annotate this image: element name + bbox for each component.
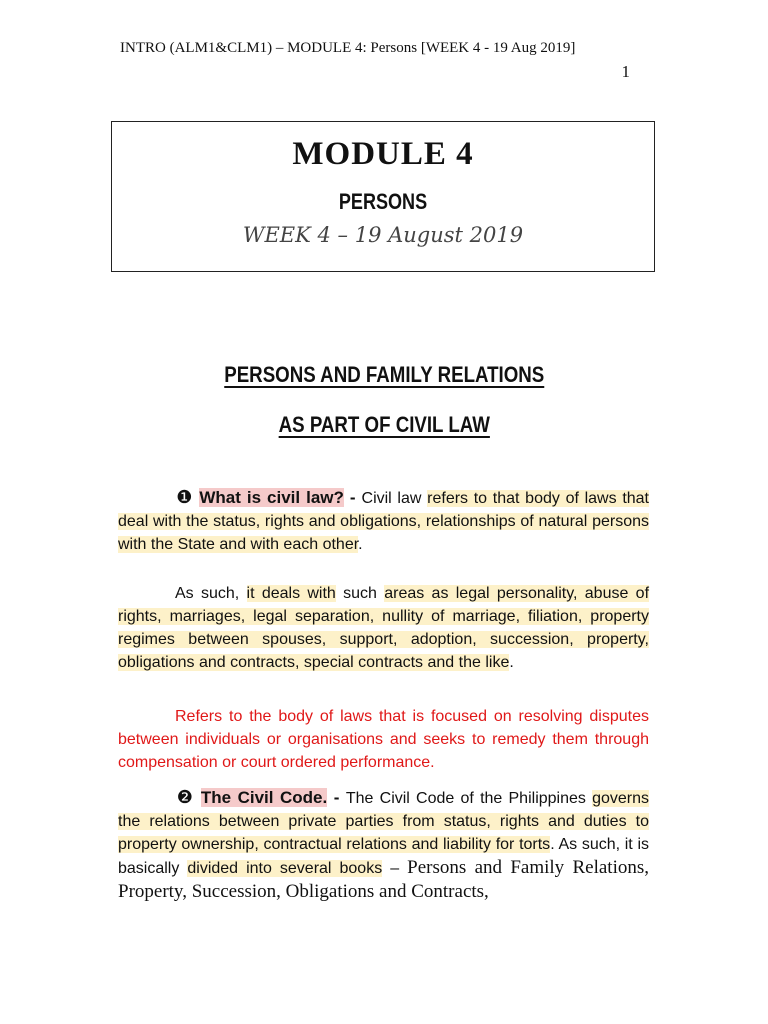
question-civil-law: What is civil law?	[199, 488, 344, 507]
paragraph-areas: As such, it deals with such areas as legal personality, abuse of rights, marriages, legal separation, nullity of marriage, filiation, property regimes between spouses, support, adoption, succession, property, obligations and contracts, special contracts and the like.	[118, 585, 650, 671]
highlighted-areas: areas as legal personality, abuse of rights, marriages, legal separation, nullity of marriage, filiation, property regimes between spouses, support, adoption, succession, property, obligations and contracts, special contracts and the like	[118, 585, 650, 671]
question-civil-code: The Civil Code.	[200, 788, 328, 807]
section-heading-line1: PERSONS AND FAMILY RELATIONS	[223, 362, 545, 387]
running-header	[120, 38, 640, 58]
paragraph-civil-code: ❷ The Civil Code. - The Civil Code of the Philippines governs the relations between private parties from status, rights and duties to property ownership, contractual relations and liability for torts. As such, it is basically divided into several books – Persons and Family Relations, Property, Succession, Obligations and Contracts,	[118, 787, 650, 902]
section-heading-line2: AS PART OF CIVIL LAW	[278, 412, 490, 437]
highlighted-governs: governs the relations between private parties from status, rights and duties to property ownership, contractual relations and liability for torts	[118, 790, 650, 853]
red-note: Refers to the body of laws that is focused on resolving disputes between individuals or organisations and seeks to remedy them through compensation or court ordered performance.	[118, 708, 649, 771]
title-box	[111, 121, 655, 272]
highlighted-definition: refers to that body of laws that deal with the status, rights and obligations, relationships of natural persons with the State and with each other	[118, 490, 649, 553]
numbered-bullet-2: ❷	[175, 787, 195, 807]
module-topic: PERSONS	[338, 189, 428, 214]
numbered-bullet-1: ❶	[175, 487, 194, 507]
highlighted-books: divided into several books	[187, 860, 383, 877]
module-date: WEEK 4 – 19 August 2019	[242, 223, 524, 247]
running-title: INTRO (ALM1&CLM1) – MODULE 4: Persons [WEEK 4 - 19 Aug 2019]	[120, 40, 576, 56]
page-number: 1	[621, 62, 630, 81]
paragraph-civil-law-definition: ❶ What is civil law? - Civil law refers to that body of laws that deal with the status, rights and obligations, relationships of natural persons with the State and with each other.	[118, 487, 649, 553]
module-title: MODULE 4	[292, 136, 474, 172]
books-list: Persons and Family Relations, Property, Succession, Obligations and Contracts,	[118, 857, 650, 902]
